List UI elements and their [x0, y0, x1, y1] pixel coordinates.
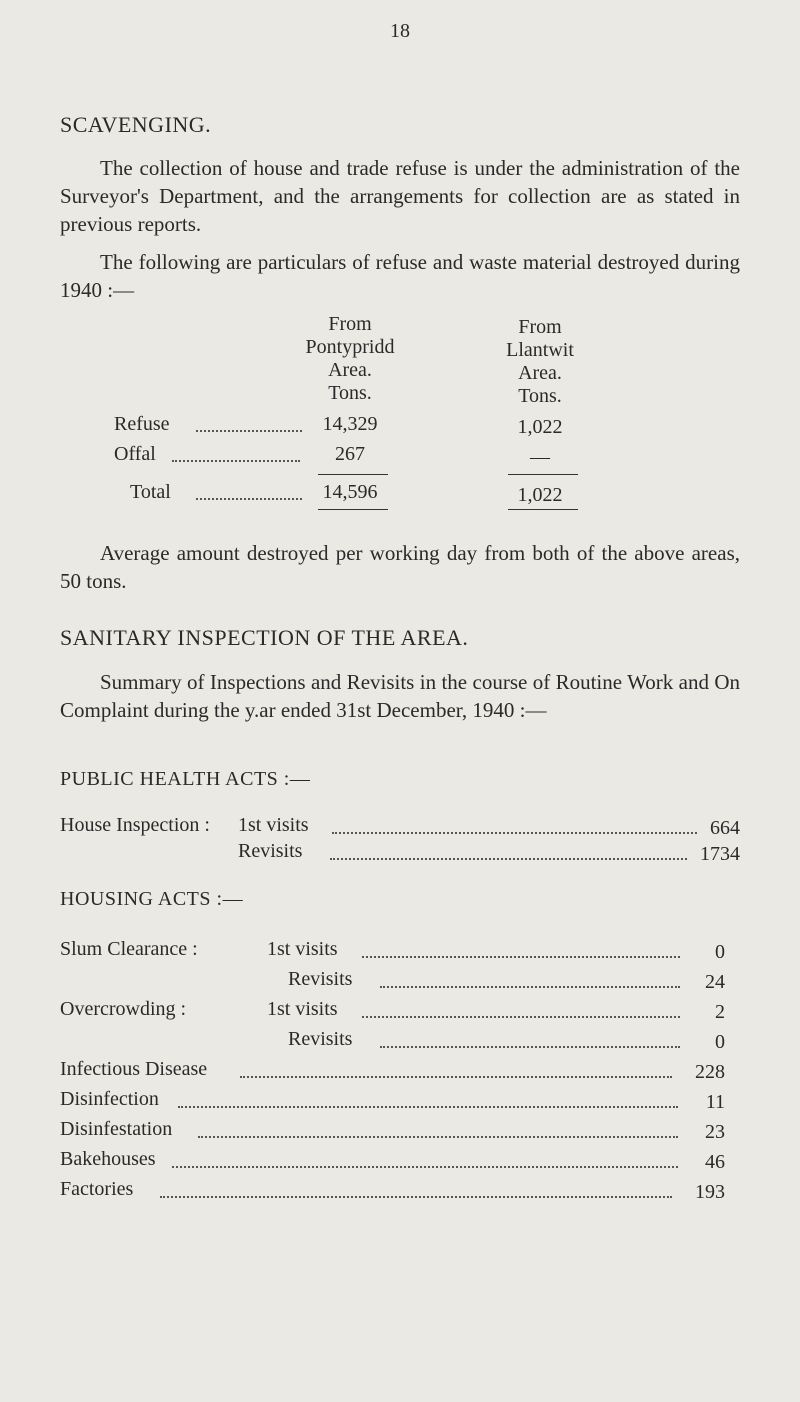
list-item-label: Disinfestation — [60, 1118, 173, 1140]
sanitary-paragraph: Summary of Inspections and Revisits in the course of Routine Work and On Complaint during the y.ar ended 31st December, 1940 :— — [60, 670, 740, 722]
column-header-llantwit — [470, 316, 610, 408]
dot-leader — [330, 858, 687, 860]
header-line: From — [518, 316, 562, 338]
sanitary-heading: SANITARY INSPECTION OF THE AREA. — [60, 625, 469, 650]
page-number: 18 — [390, 20, 410, 42]
list-item-label: Factories — [60, 1178, 134, 1200]
dot-leader — [172, 1166, 678, 1168]
total-rule — [508, 509, 578, 510]
dot-leader — [332, 832, 697, 834]
list-item-value: 0 — [715, 941, 725, 963]
list-item-value: 2 — [715, 1001, 725, 1023]
dot-leader — [362, 956, 680, 958]
header-line: Tons. — [328, 382, 372, 404]
subtotal-rule — [508, 474, 578, 475]
overcrowding-label: Overcrowding : — [60, 998, 187, 1020]
dot-leader — [380, 1046, 680, 1048]
row-label-refuse: Refuse — [114, 413, 170, 435]
dot-leader — [198, 1136, 678, 1138]
row-label-total: Total — [130, 481, 171, 503]
list-item-label: Revisits — [288, 1028, 353, 1050]
dot-leader — [240, 1076, 672, 1078]
list-item-value: 46 — [705, 1151, 725, 1173]
dot-leader — [178, 1106, 678, 1108]
scavenging-heading: SCAVENGING. — [60, 112, 212, 137]
header-line: Area. — [328, 359, 372, 381]
cell-refuse-llantwit: 1,022 — [517, 416, 563, 438]
housing-heading: HOUSING ACTS :— — [60, 888, 244, 910]
list-item-label: Infectious Disease — [60, 1058, 208, 1080]
scavenging-paragraph-1: The collection of house and trade refuse is under the administration of the Surveyor's Department, and the arrangements for collection are as stated in previous reports. — [60, 156, 740, 236]
list-item-value: 1734 — [700, 843, 740, 865]
list-item-label: 1st visits — [238, 814, 309, 836]
list-item-value: 24 — [705, 971, 725, 993]
house-inspection-label: House Inspection : — [60, 814, 210, 836]
cell-refuse-pontypridd: 14,329 — [322, 413, 378, 435]
column-header-pontypridd — [275, 313, 425, 405]
scavenging-paragraph-2: The following are particulars of refuse and waste material destroyed during 1940 :— — [60, 250, 740, 302]
list-item-label: Revisits — [288, 968, 353, 990]
dot-leader — [160, 1196, 672, 1198]
list-item-label: Disinfection — [60, 1088, 159, 1110]
dot-leader — [196, 498, 302, 500]
cell-offal-pontypridd: 267 — [335, 443, 365, 465]
dot-leader — [380, 986, 680, 988]
dot-leader — [172, 460, 300, 462]
row-label-offal: Offal — [114, 443, 156, 465]
slum-clearance-label: Slum Clearance : — [60, 938, 198, 960]
list-item-label: Bakehouses — [60, 1148, 156, 1170]
list-item-value: 193 — [695, 1181, 725, 1203]
list-item-value: 0 — [715, 1031, 725, 1053]
average-paragraph: Average amount destroyed per working day from both of the above areas, 50 tons. — [60, 541, 740, 593]
header-line: Area. — [518, 362, 562, 384]
public-health-heading: PUBLIC HEALTH ACTS :— — [60, 768, 311, 790]
list-item-label: 1st visits — [267, 998, 338, 1020]
dot-leader — [362, 1016, 680, 1018]
subtotal-rule — [318, 474, 388, 475]
list-item-label: 1st visits — [267, 938, 338, 960]
cell-offal-llantwit: — — [530, 446, 550, 468]
dot-leader — [196, 430, 302, 432]
total-rule — [318, 509, 388, 510]
list-item-value: 228 — [695, 1061, 725, 1083]
header-line: Llantwit — [506, 339, 574, 361]
list-item-value: 23 — [705, 1121, 725, 1143]
cell-total-pontypridd: 14,596 — [322, 481, 378, 503]
list-item-label: Revisits — [238, 840, 303, 862]
list-item-value: 11 — [705, 1091, 725, 1113]
header-line: Tons. — [518, 385, 562, 407]
list-item-value: 664 — [710, 817, 740, 839]
header-line: From — [328, 313, 372, 335]
header-line: Pontypridd — [305, 336, 395, 358]
cell-total-llantwit: 1,022 — [517, 484, 563, 506]
